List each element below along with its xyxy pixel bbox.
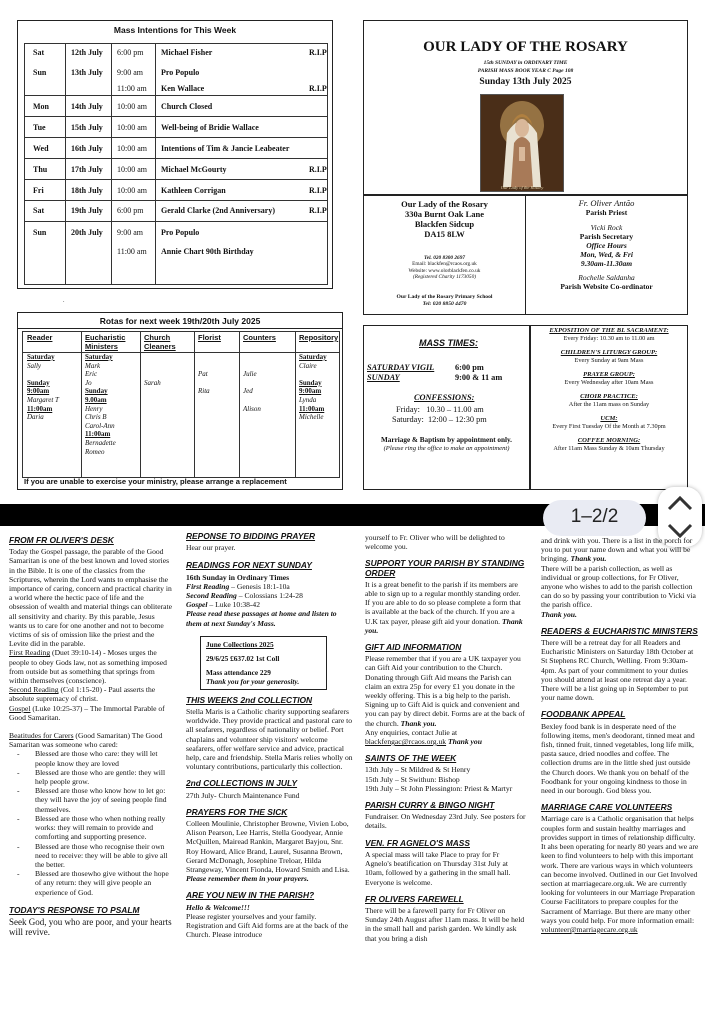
school-info: Our Lady of the Rosary Primary School Tel: 020 8850 4470 — [396, 294, 493, 307]
readings-next-sunday-title: READINGS FOR NEXT SUNDAY — [186, 560, 312, 571]
rota-column-repository — [299, 333, 341, 422]
rota-column-florist — [198, 333, 240, 396]
list-item: 13th July – St Mildred & St Henry — [365, 765, 471, 775]
vigil-time: 6:00 pm — [455, 363, 484, 372]
farewell-text: There will be a farewell party for Fr Oliver on Sunday 24th August after 11am mass. It will be held in the small hall and parish garden. We kindly ask that you bring a dish — [365, 905, 525, 943]
psalm-title: TODAY'S RESPONSE TO PSALM — [9, 904, 140, 915]
dot-divider: . — [63, 298, 65, 304]
rota-entry — [243, 353, 295, 362]
mass-times-box — [363, 325, 530, 490]
rotas-box — [17, 312, 343, 490]
rota-entry: 9:00am — [299, 387, 322, 396]
rota-entry: Margaret T — [27, 395, 59, 404]
second-reading-note: Second Reading (Col 1:15-20) - Paul asserts the absolute supremacy of christ. — [9, 685, 156, 704]
rota-entry: Michelle — [299, 413, 324, 422]
office-times: 9.30am-11.30am — [580, 259, 633, 268]
activity-text: Every Friday: 10.30 am to 11.00 am — [563, 335, 655, 342]
rota-column-header: Counters — [243, 333, 276, 342]
rota-entry: 11:00am — [85, 430, 111, 439]
agnelo-mass-title: VEN. FR AGNELO'S MASS — [365, 837, 470, 848]
rota-entry: Rita — [198, 387, 210, 396]
next-first-reading: First Reading – Genesis 18:1-10a — [186, 581, 290, 591]
retreat-text: There will be a retreat day for all Readers and Eucharistic Ministers on Saturday 18th October at St Stephens RC Church, Welling. From 9:30am-4pm. As part of your commitment to your duties you should attend at least one retreat day a year. There will be a list going up in September to put your name down. — [541, 638, 694, 703]
new-parish-continued: yourself to Fr. Oliver who will be delighted to welcome you. — [365, 533, 505, 552]
standing-order-text: It is a great benefit to the parish if its members are able to sign up to a regular monthly standing order. If you are able to do so please complete a form that is available at the back of the church. If you are a U.K tax payer, please gift aid your donation. Thank you. — [365, 579, 523, 635]
column-3 — [365, 530, 527, 943]
july-collections-text: 27th July- Church Maintenance Fund — [186, 790, 300, 800]
rota-entry: Romeo — [85, 447, 105, 456]
activity-title: PRAYER GROUP: — [583, 371, 635, 378]
marriage-care-text: Marriage care is a Catholic organisation that helps couples form and sustain healthy marriages and provides support in times of relationship difficulty. It ahs been operating for nearly 80 years and we are keen to find volunteers to help with this important work. There are various ways in which volunteers can become involved. Outlined in our Get Involved section at marriagecare.org.uk. We are currently looking for volunteers in our Marriage Preparation Course Facilitators to prepare couples for the Sacrament of Marriage. But there are many other ways you could help. For more information email: volunteer@marriagecare.org.uk — [541, 814, 699, 934]
secretary-role: Parish Secretary — [579, 232, 634, 241]
column-2 — [186, 530, 353, 940]
readings-sunday: 16th Sunday in Ordinary Times — [186, 572, 290, 582]
rota-entry — [27, 370, 79, 379]
gospel-note: Gospel (Luke 10:25-37) – The Immortal Parable of Good Samaritan. — [9, 703, 165, 722]
rotas-title: Rotas for next week 19th/20th July 2025 — [99, 316, 261, 326]
list-item: 15th July – St Swithun: Bishop — [365, 774, 460, 784]
first-reading-note: First Reading (Duet 39:10-14) - Moses urges the people to obey Gods law, not as something imposed from outside but as something that springs from within themselves (conscience). — [9, 648, 167, 686]
beatitudes-list — [9, 749, 173, 896]
rota-entry: Sally — [27, 361, 41, 370]
rota-column-church-cleaners — [144, 333, 194, 387]
rota-entry: Saturday — [27, 353, 55, 361]
rota-entry — [243, 396, 295, 405]
second-collection-title: THIS WEEKS 2nd COLLECTION — [186, 694, 313, 705]
chevron-up-icon[interactable] — [669, 498, 691, 509]
rota-entry: 9.00am — [85, 395, 107, 404]
rota-entry: Sunday — [27, 378, 50, 387]
marriage-care-email-link[interactable]: volunteer@marriagecare.org.uk — [541, 924, 638, 934]
contact-details: Tel. 020 8300 2697 Email: blackfen@rcaos.org.uk Website: www.olorblackfen.co.uk (Registered Charity 1173050) — [408, 255, 481, 281]
confessions-friday: Friday: 10.30 – 11.00 am — [396, 405, 484, 414]
rota-entry — [299, 370, 341, 379]
rota-entry — [144, 370, 194, 379]
rota-entry: Jo — [85, 378, 92, 387]
july-collections-title: 2nd COLLECTIONS IN JULY — [186, 778, 298, 789]
web-coordinator-name: Rochelle Saldanha — [578, 273, 635, 282]
list-item: - Blessed are those who are gentle: they will help people grow. — [35, 768, 173, 786]
rota-entry: Julie — [243, 370, 257, 379]
beatitudes-intro: Beatitudes for Carers (Good Samaritan) The Good Samaritan was someone who cared: — [9, 731, 163, 750]
rota-entry: Chris B — [85, 413, 107, 422]
rota-entry: Saturday — [299, 353, 327, 361]
appointment-note: (Please ring the office to make an appointment) — [383, 445, 510, 452]
saints-title: SAINTS OF THE WEEK — [365, 753, 457, 764]
church-address: Our Lady of the Rosary 330a Burnt Oak Lane Blackfen Sidcup DA15 8LW — [401, 199, 488, 239]
rota-entry — [144, 362, 194, 371]
activity-title: EXPOSITION OF THE BL SACRAMENT: — [549, 327, 669, 334]
gift-aid-title: GIFT AID INFORMATION — [365, 642, 462, 653]
curry-night-text: Fundraiser. On Wednesday 23rd July. See posters for details. — [365, 812, 526, 831]
rota-entry — [243, 362, 295, 371]
rota-column-counters — [243, 333, 295, 413]
marriage-care-title: MARRIAGE CARE VOLUNTEERS — [541, 802, 673, 813]
rota-entry: Sarah — [144, 378, 161, 387]
bulletin-date: Sunday 13th July 2025 — [479, 77, 572, 87]
rota-entry: Jed — [243, 387, 253, 396]
rota-entry: Sunday — [299, 378, 322, 387]
activity-text: Every Wednesday after 10am Mass — [564, 379, 654, 386]
mass-intentions-title: Mass Intentions for This Week — [113, 25, 237, 35]
office-days: Mon, Wed, & Fri — [580, 250, 633, 259]
list-item: - Blessed are those who when nothing really works: they will remain to provide and comforting and supporting presence. — [35, 814, 173, 842]
second-collection-text: Stella Maris is a Catholic charity supporting seafarers worldwide. They provide practical and pastoral care to all seafarers, regardless of nationality or belief. Port chaplains and volunteer ship visitors' welcome seafarers, offer welfare service and advice, practical help, care and friendship. Stella Maris relies wholly on voluntary contributions, particularly this collection. — [186, 707, 353, 772]
sunday-label: SUNDAY — [367, 373, 400, 382]
rota-entry — [198, 353, 240, 362]
rota-entry: Saturday — [85, 353, 113, 361]
rota-column-reader — [27, 333, 79, 422]
standing-order-title: SUPPORT YOUR PARISH BY STANDING ORDER — [365, 558, 525, 578]
farewell-title: FR OLIVERS FAREWELL — [365, 893, 464, 904]
farewell-collection: There will be a parish collection, as well as individual or group collections, for Fr Oliver, anyone who wishes to add to the parish collection can do so by passing your contribution to Vicki via the parish office. Thank you. — [541, 563, 696, 619]
confessions-title: CONFESSIONS: — [414, 393, 475, 402]
rota-entry: Sunday — [85, 387, 108, 396]
psalm-response: Seek God, you who are poor, and your hearts will revive. — [9, 916, 172, 938]
rota-entry: Alison — [243, 404, 261, 413]
madonna-figure-icon — [481, 95, 563, 191]
rota-entry: Mark — [85, 361, 101, 370]
activities-box — [530, 325, 688, 490]
list-item: - Blessed are those who know how to let go: they will have the joy of seeing people find themselves. — [35, 786, 173, 814]
farewell-continued: and drink with you. There is a list in the porch for you to put your name down and what you will be bringing. Thank you. — [541, 536, 693, 564]
foodbank-title: FOODBANK APPEAL — [541, 709, 626, 720]
curry-night-title: PARISH CURRY & BINGO NIGHT — [365, 800, 495, 811]
rota-entry: Bernadette — [85, 438, 116, 447]
page-indicator-text: 1–2/2 — [570, 506, 619, 527]
bidding-prayer-title: REPONSE TO BIDDING PRAYER — [186, 531, 316, 541]
liturgical-week: 15th SUNDAY in ORDINARY TIME — [483, 60, 568, 66]
fr-olivers-desk-title: FROM FR OLIVER'S DESK — [9, 535, 114, 545]
activity-title: UCM: — [600, 415, 618, 422]
list-item: - Blessed are those who care: they will let people know they are loved — [35, 749, 173, 767]
new-parish-text: Please register yourselves and your family. Registration and Gift Aid forms are at the back of the Church. Please introduce — [186, 911, 348, 940]
mass-intentions-table: Sat 12th July 6:00 pm Michael Fisher R.I.P Sun 13th July 9:00 am Pro Populo 11:00 am Ken Wallace R.I.P Mon 14th July 10:00 am Church Closed Tue 15th July 10:00 am Well-being of Bridie Wallace Wed 16th July 10:00 am Intentions of Tim & Jancie Leabeater Thu 17th July 10:00 am Michael McGourty R.I.P Fri 18th July 10:00 am Kathleen Corrigan R.I.P Sat 19th July 6:00 pm Gerald Clarke (2nd Anniversary) R.I.P Sun 20th July 9:00 am Pro Populo 11:00 am Annie Chart 90th Birthday — [24, 43, 328, 285]
rota-entry — [198, 362, 240, 371]
rota-column-header: Florist — [198, 333, 221, 342]
column-1 — [9, 530, 173, 938]
web-coordinator-role: Parish Website Co-ordinator — [560, 282, 653, 291]
office-hours-label: Office Hours — [586, 241, 627, 250]
rota-column-header: Church Cleaners — [144, 333, 176, 351]
secretary-name: Vicki Rock — [590, 223, 623, 232]
image-caption: Our Lady of the Rosary — [500, 185, 544, 190]
rota-entry — [243, 379, 295, 388]
list-item: 19th July – St John Plessington: Priest & Martyr — [365, 783, 513, 793]
fr-olivers-desk-text: Today the Gospel passage, the parable of the Good Samaritan is one of the best known and loved stories in the Bible. It is one of the classics from the Scriptures, wherein the Lord wants to emphasise the importance of caring, concern and practical charity in a world where the hectic pace of life and the obsession of wealth and material things can obliterate all sensitivity and charity. By this parable, Jesus wants us to care for one another and not to become victims of sis of omission like the priest and the Levite did in the parable. — [9, 547, 173, 649]
rota-entry: Lynda — [299, 395, 317, 404]
rota-entry: Eric — [85, 370, 98, 379]
rota-entry: Pat — [198, 370, 208, 379]
saints-list — [365, 765, 527, 793]
gift-aid-email-link[interactable]: blackfengac@rcaos.org.uk — [365, 737, 447, 747]
prayers-sick-title: PRAYERS FOR THE SICK — [186, 806, 288, 817]
priest-name: Fr. Oliver Antão — [578, 198, 635, 208]
gift-aid-text: Please remember that if you are a UK taxpayer you can Gift Aid your contribution to the Church. Donating through Gift Aid means the Parish can claim an extra 25p for every £1 you donate in the weekly offering. This is a big help to the parish. Signing up to Gift Aid is quick and convenient and you can pay by direct debit. Forms are at the back of the church. Thank you. Any enquiries, contact Julie at blackfengac@rcaos.org.uk Thank you — [365, 654, 525, 747]
rotas-footer: If you are unable to exercise your ministry, please arrange a replacement — [24, 477, 287, 486]
activity-title: CHILDREN'S LITURGY GROUP: — [560, 349, 658, 356]
rota-entry — [144, 353, 194, 362]
clergy-box — [525, 195, 688, 315]
rota-column-header: Eucharistic Ministers — [85, 333, 126, 351]
new-parish-title: ARE YOU NEW IN THE PARISH? — [186, 890, 315, 901]
sunday-time: 9:00 & 11 am — [455, 373, 503, 382]
rota-entry: 9:00am — [27, 387, 50, 396]
activity-text: After the 11am mass on Sunday — [568, 401, 650, 408]
list-item: - Blessed are thosewho give without the hope of any return: they will give people an experience of God. — [35, 869, 173, 897]
madonna-image — [480, 94, 564, 192]
readings-note: Please read these passages at home and listen to them at next Sunday's Mass. — [186, 609, 337, 628]
rota-entry: 11:00am — [27, 404, 53, 413]
marriage-baptism-note: Marriage & Baptism by appointment only. — [381, 436, 512, 444]
address-box — [363, 195, 525, 315]
rota-entry: Henry — [85, 404, 103, 413]
activity-text: Every First Tuesday Of the Month at 7.30pm — [552, 423, 666, 430]
rota-entry: 11:00am — [299, 404, 325, 413]
rota-column-header: Repository — [299, 333, 339, 342]
rota-entry — [198, 379, 240, 388]
activities-list — [531, 327, 687, 453]
activity-title: COFFEE MORNING: — [577, 437, 641, 444]
next-second-reading: Second Reading – Colossians 1:24-28 — [186, 591, 303, 601]
rota-entry: Carol-Ann — [85, 421, 115, 430]
mass-intentions-box — [17, 20, 333, 289]
rota-entry: Daria — [27, 413, 44, 422]
activity-text: After 11am Mass Sunday & 10am Thursday — [553, 445, 665, 452]
agnelo-mass-text: A special mass will take Place to pray for Fr Agnelo's beatification on Thursday 31st July at 10am, followed by a gathering in the small hall. Everyone is welcome. — [365, 849, 511, 887]
mass-book-page: PARISH MASS BOOK YEAR C Page 108 — [477, 68, 574, 74]
foodbank-text: Bexley food bank is in desperate need of the following items, men's deodorant, tinned meat and fish, tinned fruit, tinned vegetables, long life milk, pasta sauce, dried noodles and coffee. The collection drums are in the little shed just outside the Church doors. We thank you on behalf of the Foodbank for your ongoing kindness to those in need in our borough. God bless you. — [541, 721, 695, 796]
list-item: - Blessed are those who recognise their own need to receive: they will be able to give all the better. — [35, 842, 173, 870]
activity-title: CHOIR PRACTICE: — [580, 393, 638, 400]
confessions-saturday: Saturday: 12:00 – 12:30 pm — [392, 415, 487, 424]
column-4 — [541, 530, 699, 934]
rota-entry: Claire — [299, 361, 317, 370]
prayers-sick-text: Colleen Moulinie, Christopher Browne, Vivien Lobo, Alison Pearson, Lee Harris, Stella Goodyear, Annie McQuillen, Mairead Rankin, Margaret Bayjou, Snr. Roy Howard, Alice Brand, Laurel, Susanna Brown, Gerard McDonagh, Josephine Treloar, Hilda Strangeway, Vincent Fionda, Howard Smith and Lisa. Please remember them in your prayers. — [186, 819, 350, 884]
vigil-label: SATURDAY VIGIL — [367, 363, 435, 372]
new-parish-welcome: Hello & Welcome!!! — [186, 902, 250, 912]
rota-column-eucharistic-ministers — [85, 333, 141, 456]
mass-times-title: MASS TIMES: — [419, 338, 479, 348]
priest-role: Parish Priest — [585, 208, 628, 217]
activity-text: Every Sunday at 9am Mass — [574, 357, 644, 364]
collections-box: June Collections 2025 29/6/25 £637.02 1st Coll Mass attendance 229 Thank you for your generosity. — [200, 636, 327, 690]
next-gospel: Gospel – Luke 10:38-42 — [186, 600, 261, 610]
parish-header-box — [363, 20, 688, 195]
retreat-title: READERS & EUCHARISTIC MINISTERS — [541, 625, 698, 636]
parish-name: OUR LADY OF THE ROSARY — [423, 39, 628, 55]
bidding-prayer-response: Hear our prayer. — [186, 543, 236, 553]
rota-column-header: Reader — [27, 333, 53, 342]
